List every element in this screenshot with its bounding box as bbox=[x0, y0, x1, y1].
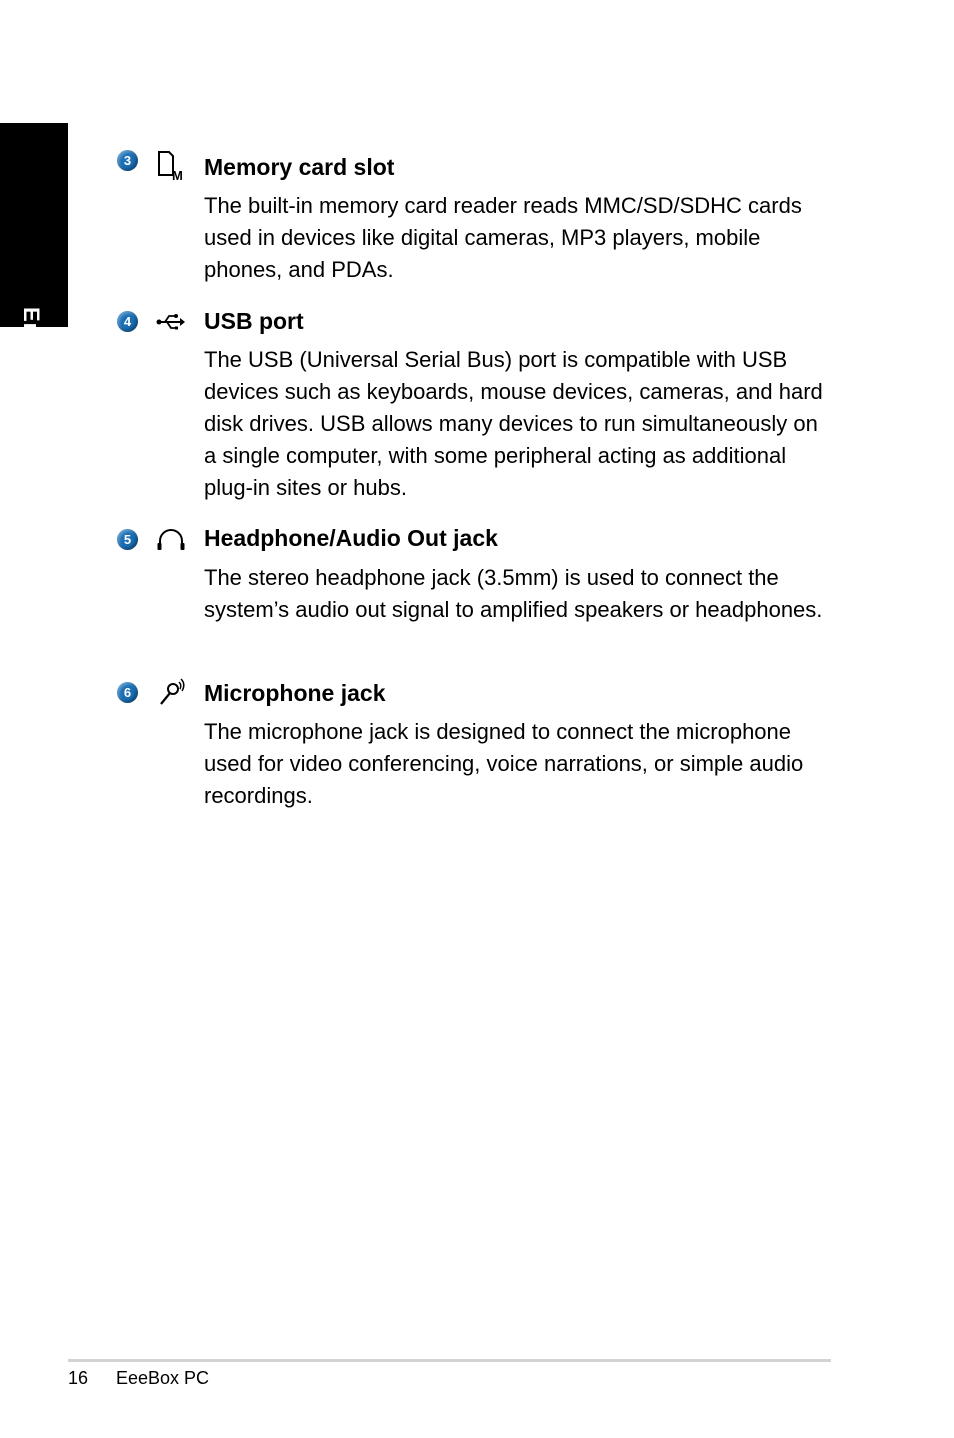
footer-divider bbox=[68, 1359, 831, 1362]
headphone-icon bbox=[155, 525, 187, 555]
item-number-badge: 6 bbox=[117, 682, 138, 703]
item-description: The built-in memory card reader reads MMC/SD/SDHC cards used in devices like digital cameras, MP3 players, mobile phones, and PDAs. bbox=[204, 193, 802, 282]
page-number: 16 bbox=[68, 1368, 89, 1388]
microphone-icon bbox=[155, 678, 187, 708]
item-number-badge: 4 bbox=[117, 311, 138, 332]
page-footer bbox=[68, 1367, 209, 1389]
item-number-badge: 5 bbox=[117, 529, 138, 550]
svg-text:M: M bbox=[172, 168, 183, 181]
item-title: Headphone/Audio Out jack bbox=[204, 525, 498, 551]
item-number-badge: 3 bbox=[117, 150, 138, 171]
product-name: EeeBox PC bbox=[116, 1368, 210, 1388]
item-title: USB port bbox=[204, 308, 304, 334]
memory-card-icon bbox=[155, 151, 187, 181]
usb-icon bbox=[155, 307, 187, 337]
item-description: The stereo headphone jack (3.5mm) is used to connect the system’s audio out signal to amplified speakers or headphones. bbox=[204, 565, 823, 622]
item-description: The USB (Universal Serial Bus) port is compatible with USB devices such as keyboards, mouse devices, cameras, and hard disk drives. USB allows many devices to run simultaneously on a single computer, with some peripheral acting as additional plug-in sites or hubs. bbox=[204, 347, 823, 500]
item-description: The microphone jack is designed to connect the microphone used for video conferencing, voice narrations, or simple audio recordings. bbox=[204, 719, 804, 808]
language-side-tab bbox=[0, 123, 68, 394]
item-title: Microphone jack bbox=[204, 680, 386, 706]
item-title: Memory card slot bbox=[204, 154, 395, 180]
language-label: English bbox=[19, 307, 44, 394]
